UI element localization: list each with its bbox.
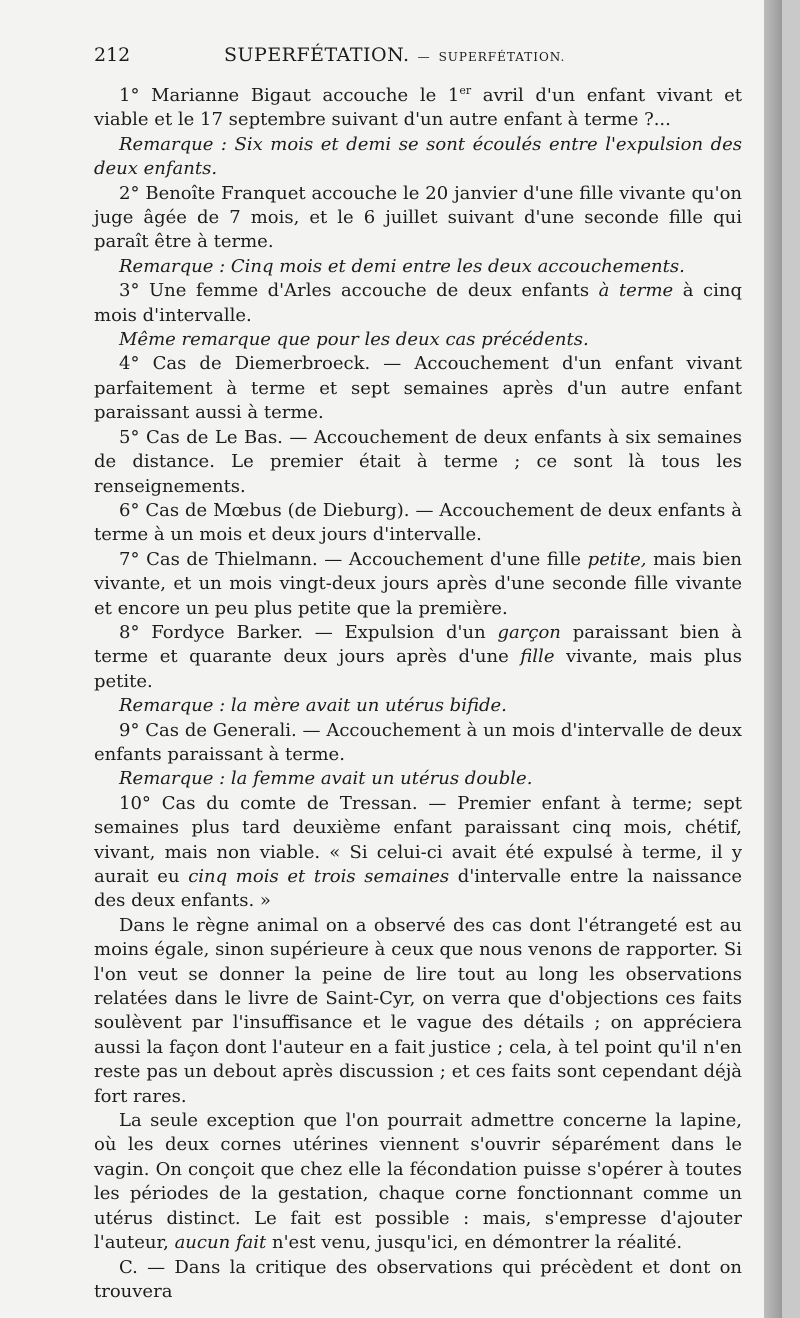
paragraph-p16 — [94, 914, 742, 1109]
text-run: 6° Cas de Mœbus (de Dieburg). — Accouchement de deux enfants à terme à un mois et deux jours d'intervalle. — [94, 499, 742, 546]
italic-text: garçon — [497, 621, 561, 643]
text-run: d'intervalle entre la naissance des deux enfants. » — [94, 866, 742, 912]
paragraph-p3 — [94, 182, 742, 255]
text-run: Dans le règne animal on a observé des cas dont l'étrangeté est au moins égale, sinon supérieure à ceux que nous venons de rapporter. Si l'on veut se donner la peine de lire tout au long les observations relatées dans le livre de Saint-Cyr, on verra que d'objections ces faits soulèvent par l'insuffisance et le vague des détails ; on appréciera aussi la façon dont l'auteur en a fait justice ; cela, à tel point qu'il n'en reste pas un debout après discussion ; et ces faits sont cependant déjà fort rares. — [94, 914, 742, 1107]
paragraph-p6 — [94, 328, 742, 352]
italic-text: à terme — [598, 280, 674, 302]
header-subtitle: SUPERFÉTATION. — [438, 50, 566, 64]
italic-text: cinq mois et trois semaines — [188, 866, 450, 887]
italic-text: petite, — [587, 548, 647, 570]
paragraph-p18 — [94, 1256, 742, 1305]
text-run: La seule exception que l'on pourrait admettre concerne la lapine, où les deux cornes utérines viennent s'ouvrir séparément dans le vagin. On conçoit que chez elle la fécondation puisse s'opérer à toutes les périodes de la gestation, chaque corne fonctionnant comme un utérus distinct. Le fait est possible : mais, s'empresse d'ajouter l'auteur, — [94, 1110, 742, 1254]
superscript-text: er — [459, 84, 472, 97]
page-gutter — [764, 0, 782, 1318]
italic-text: fille — [520, 646, 555, 668]
paragraph-p17 — [94, 1109, 742, 1255]
running-header — [94, 44, 742, 74]
paragraph-p9 — [94, 499, 742, 548]
paragraph-p1 — [94, 84, 742, 133]
page-number: 212 — [94, 44, 131, 66]
text-run: 5° Cas de Le Bas. — Accouchement de deux enfants à six semaines de distance. Le premier était à terme ; ce sont là tous les renseignements. — [94, 426, 742, 497]
text-run: à cinq mois d'intervalle. — [94, 280, 742, 326]
paragraph-p5 — [94, 279, 742, 328]
italic-text: Remarque : la mère avait un utérus bifide. — [119, 695, 507, 717]
header-title: SUPERFÉTATION. — [224, 44, 410, 66]
paragraph-p14 — [94, 767, 742, 791]
text-run: paraissant bien à terme et quarante deux jours après d'une — [94, 621, 742, 668]
paragraph-p7 — [94, 352, 742, 425]
text-run: 8° Fordyce Barker. — Expulsion d'un — [119, 621, 498, 643]
text-run: n'est venu, jusqu'ici, en démontrer la réalité. — [266, 1232, 683, 1254]
body-text — [94, 84, 742, 1304]
text-run: 4° Cas de Diemerbroeck. — Accouchement d'un enfant vivant parfaitement à terme et sept semaines après d'un autre enfant paraissant aussi à terme. — [94, 353, 742, 424]
italic-text: Même remarque que pour les deux cas précédents. — [119, 329, 589, 351]
italic-text: aucun fait — [174, 1232, 267, 1254]
text-run: avril d'un enfant vivant et viable et le 17 septembre suivant d'un autre enfant à terme ?... — [94, 85, 742, 131]
text-run: 9° Cas de Generali. — Accouchement à un mois d'intervalle de deux enfants paraissant à terme. — [94, 719, 742, 765]
text-run: C. — Dans la critique des observations qui précèdent et dont on trouvera — [94, 1256, 742, 1302]
paragraph-p12 — [94, 694, 742, 718]
italic-text: Remarque : la femme avait un utérus double. — [119, 768, 533, 790]
paragraph-p13 — [94, 719, 742, 768]
italic-text: Remarque : Cinq mois et demi entre les deux accouchements. — [119, 255, 685, 277]
text-run: 10° Cas du comte de Tressan. — Premier enfant à terme; sept semaines plus tard deuxième enfant paraissant cinq mois, chétif, vivant, mais non viable. « Si celui-ci avait été expulsé à terme, il y aurait eu — [94, 792, 742, 887]
paragraph-p15 — [94, 792, 742, 914]
text-run: vivante, mais plus petite. — [94, 646, 742, 692]
header-separator: — — [417, 50, 431, 64]
paragraph-p4 — [94, 255, 742, 279]
text-run: 1° Marianne Bigaut accouche le 1 — [119, 85, 460, 106]
paragraph-p11 — [94, 621, 742, 694]
paragraph-p2 — [94, 133, 742, 182]
text-run: 7° Cas de Thielmann. — Accouchement d'une fille — [119, 548, 588, 570]
text-run: mais bien vivante, et un mois vingt-deux jours après d'une seconde fille vivante et encore un peu plus petite que la première. — [94, 548, 742, 619]
text-run: 3° Une femme d'Arles accouche de deux enfants — [119, 280, 599, 302]
text-run: 2° Benoîte Franquet accouche le 20 janvier d'une fille vivante qu'on juge âgée de 7 mois, et le 6 juillet suivant d'une seconde fille qui paraît être à terme. — [94, 182, 742, 253]
paragraph-p8 — [94, 426, 742, 499]
italic-text: Remarque : Six mois et demi se sont écoulés entre l'expulsion des deux enfants. — [94, 133, 742, 180]
paragraph-p10 — [94, 548, 742, 621]
